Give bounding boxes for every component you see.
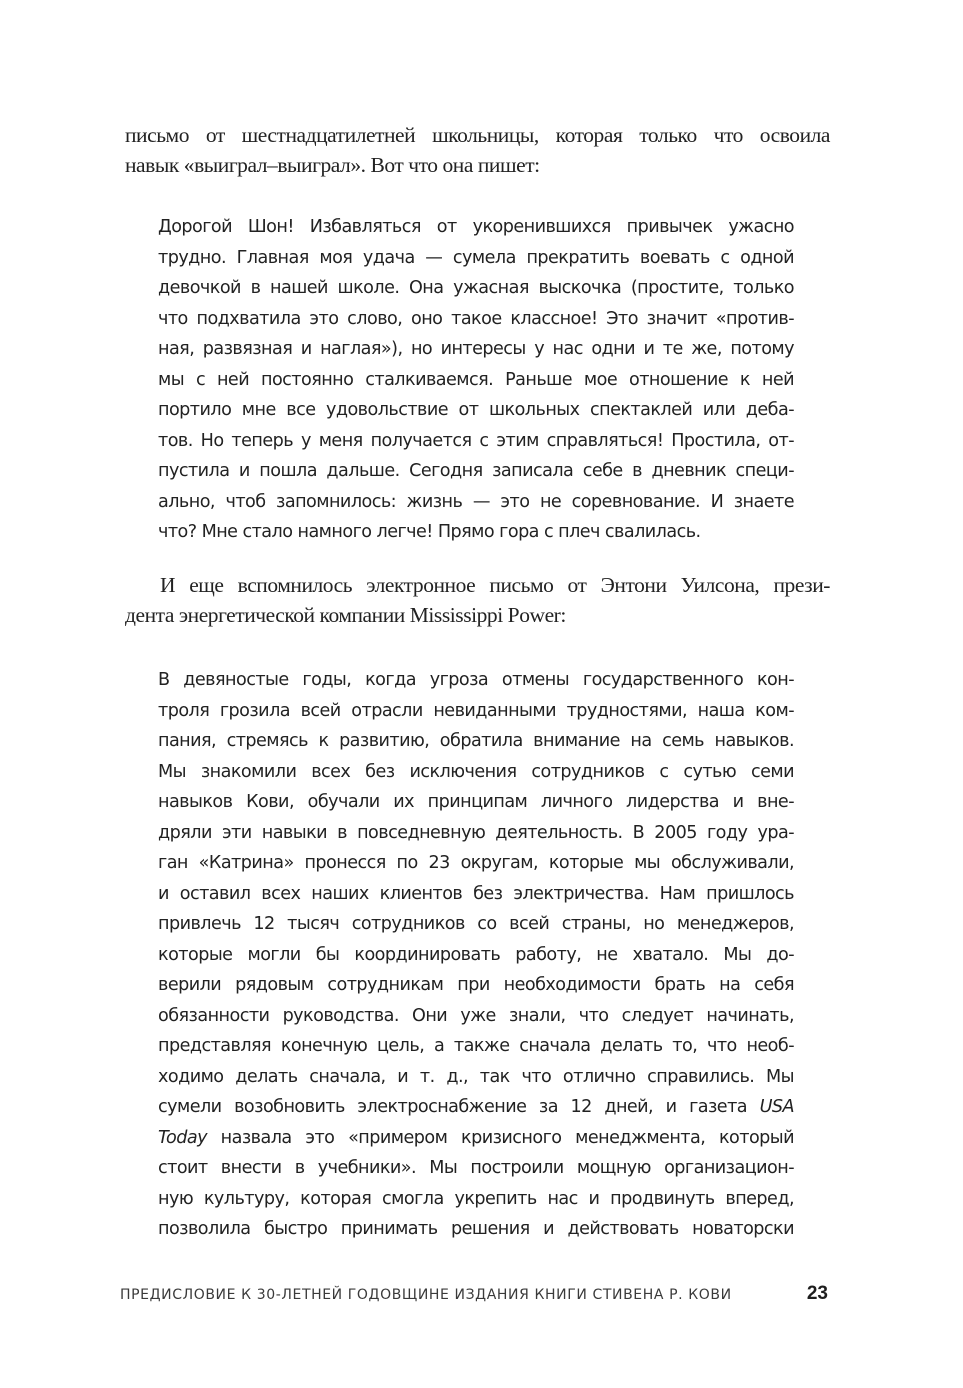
quote-line: трудно. Главная моя удача — сумела прекратить воевать с одной (158, 247, 794, 268)
body-paragraph-intro (125, 120, 830, 180)
text-line: И еще вспомнилось электронное письмо от Энтони Уилсона, прези- (160, 573, 830, 597)
quote-line: девочкой в нашей школе. Она ужасная выскочка (простите, только (158, 278, 794, 298)
quote-line: позволила быстро принимать решения и действовать новаторски (158, 1219, 794, 1239)
quote-line: что подхватила это слово, оно такое классное! Это значит «против- (158, 308, 794, 329)
quote-line: обязанности руководства. Они уже знали, что следует начинать, (158, 1005, 794, 1026)
quote-line: представляя конечную цель, а также сначала делать то, что необ- (158, 1036, 794, 1056)
quote-line: ально, чтоб запомнилось: жизнь — это не соревнование. И знаете (158, 491, 794, 512)
quote-line (158, 1092, 794, 1123)
quote-line: Мы знакомили всех без исключения сотрудников с сутью семи (158, 761, 794, 782)
text-line: навык «выиграл–выиграл». Вот что она пишет: (125, 153, 540, 177)
publication-name-italic: USA (759, 1097, 794, 1117)
quote-line: ную культуру, которая смогла укрепить нас и продвинуть вперед, (158, 1188, 794, 1209)
quote-line: дряли эти навыки в повседневную деятельность. В 2005 году ура- (158, 822, 794, 843)
quote-letter-schoolgirl (158, 212, 794, 548)
quote-line: тов. Но теперь у меня получается с этим справляться! Простила, от- (158, 430, 794, 451)
quote-line: ходимо делать сначала, и т. д., так что отлично справились. Мы (158, 1066, 794, 1087)
running-title: ПРЕДИСЛОВИЕ К 30-ЛЕТНЕЙ ГОДОВЩИНЕ ИЗДАНИЯ КНИГИ СТИВЕНА Р. КОВИ (120, 1287, 732, 1303)
quote-line: Дорогой Шон! Избавляться от укоренившихся привычек ужасно (158, 217, 794, 237)
quote-line: портило мне все удовольствие от школьных спектаклей или деба- (158, 400, 794, 420)
quote-line-text: сумели возобновить электроснабжение за 12 дней, и газета (158, 1097, 760, 1117)
quote-line (158, 1123, 794, 1154)
quote-line: привлечь 12 тысяч сотрудников со всей страны, но менеджеров, (158, 914, 794, 934)
quote-line: верили рядовым сотрудникам при необходимости брать на себя (158, 975, 794, 995)
quote-line: пания, стремясь к развитию, обратила внимание на семь навыков. (158, 731, 794, 751)
page-footer (120, 1283, 828, 1305)
body-paragraph-wilson (125, 570, 830, 630)
quote-line: что? Мне стало намного легче! Прямо гора с плеч свалилась. (158, 522, 701, 542)
quote-line: мы с ней постоянно сталкиваемся. Раньше мое отношение к ней (158, 369, 794, 390)
quote-letter-wilson (158, 665, 794, 1245)
quote-line: В девяностые годы, когда угроза отмены государственного кон- (158, 670, 794, 690)
text-line: письмо от шестнадцатилетней школьницы, которая только что освоила (125, 123, 830, 147)
quote-line: пустила и пошла дальше. Сегодня записала себе в дневник специ- (158, 461, 794, 481)
quote-line-text: назвала это «примером кризисного менеджмента, который (220, 1127, 794, 1148)
quote-line: ная, развязная и наглая»), но интересы у нас одни и те же, потому (158, 339, 794, 359)
quote-line: навыков Кови, обучали их принципам личного лидерства и вне- (158, 792, 794, 812)
quote-line: и оставил всех наших клиентов без электричества. Нам пришлось (158, 883, 794, 904)
quote-line: троля грозила всей отрасли невиданными трудностями, наша ком- (158, 700, 794, 721)
page-number: 23 (806, 1283, 828, 1304)
quote-line: которые могли бы координировать работу, не хватало. Мы до- (158, 944, 794, 965)
text-line: дента энергетической компании Mississippi Power: (125, 603, 566, 627)
quote-line: ган «Катрина» пронесся по 23 округам, которые мы обслуживали, (158, 853, 794, 873)
publication-name-italic: Today (158, 1127, 207, 1148)
quote-line: стоит внести в учебники». Мы построили мощную организацион- (158, 1158, 794, 1178)
